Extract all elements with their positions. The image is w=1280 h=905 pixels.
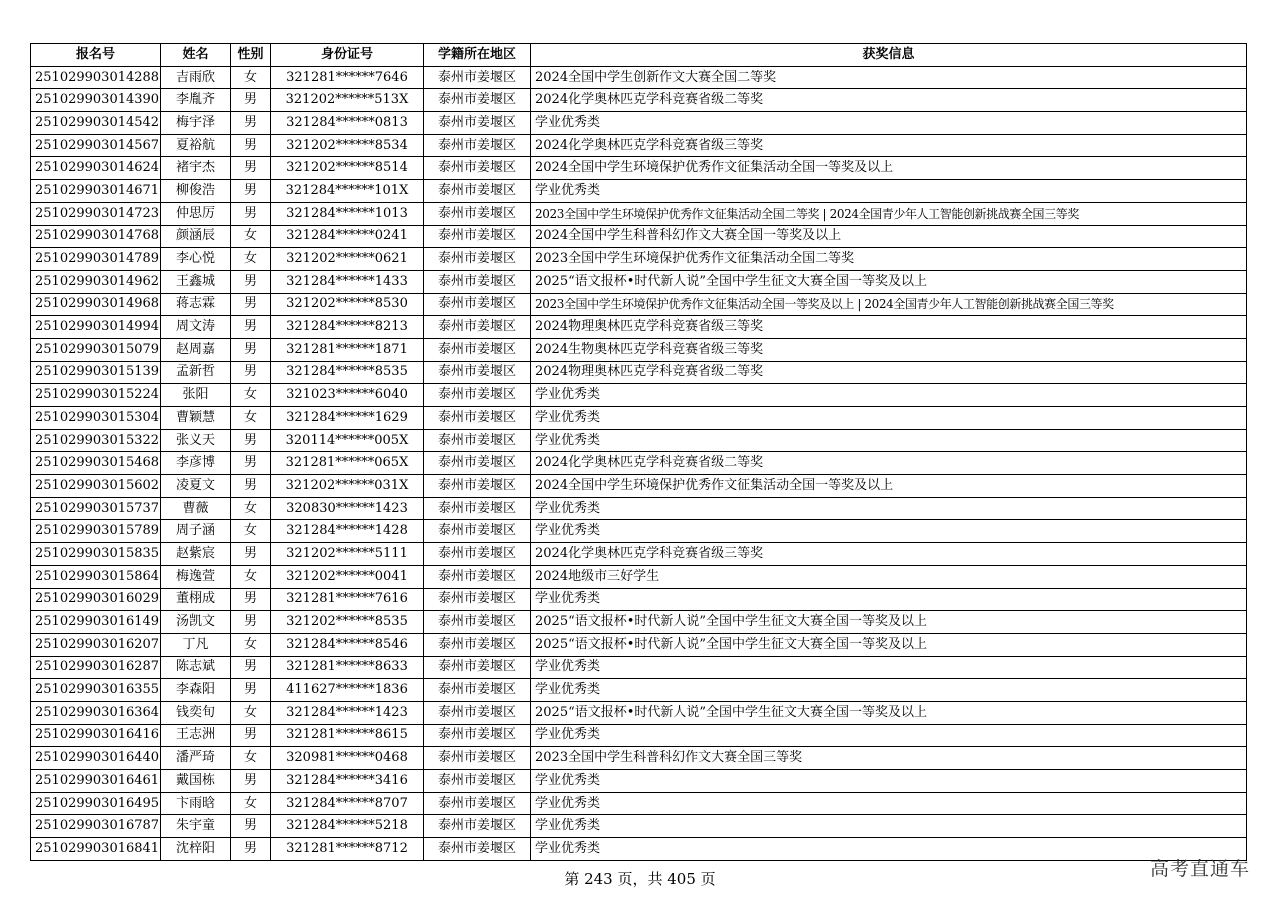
cell-region: 泰州市姜堰区 xyxy=(424,429,531,452)
cell-student-name: 曹薇 xyxy=(161,497,231,520)
cell-id-number: 321281******8615 xyxy=(271,724,424,747)
cell-student-name: 颜涵辰 xyxy=(161,225,231,248)
cell-award: 学业优秀类 xyxy=(531,429,1247,452)
cell-sex: 女 xyxy=(231,520,271,543)
cell-sex: 女 xyxy=(231,225,271,248)
cell-id-number: 321202******0621 xyxy=(271,248,424,271)
cell-registration-number: 251029903016287 xyxy=(31,656,161,679)
cell-region: 泰州市姜堰区 xyxy=(424,770,531,793)
cell-registration-number: 251029903016355 xyxy=(31,679,161,702)
cell-region: 泰州市姜堰区 xyxy=(424,270,531,293)
cell-id-number: 321202******513X xyxy=(271,89,424,112)
cell-region: 泰州市姜堰区 xyxy=(424,588,531,611)
cell-sex: 男 xyxy=(231,543,271,566)
cell-registration-number: 251029903016416 xyxy=(31,724,161,747)
table-row xyxy=(31,497,1247,520)
cell-sex: 男 xyxy=(231,679,271,702)
cell-id-number: 321284******8546 xyxy=(271,633,424,656)
cell-award: 2024化学奥林匹克学科竞赛省级二等奖 xyxy=(531,452,1247,475)
cell-student-name: 王鑫城 xyxy=(161,270,231,293)
cell-region: 泰州市姜堰区 xyxy=(424,656,531,679)
cell-student-name: 周文涛 xyxy=(161,316,231,339)
header-award: 获奖信息 xyxy=(531,44,1247,67)
cell-region: 泰州市姜堰区 xyxy=(424,633,531,656)
cell-sex: 男 xyxy=(231,656,271,679)
table-row xyxy=(31,384,1247,407)
cell-registration-number: 251029903015737 xyxy=(31,497,161,520)
cell-region: 泰州市姜堰区 xyxy=(424,248,531,271)
cell-award: 学业优秀类 xyxy=(531,815,1247,838)
cell-award: 2025“语文报杯•时代新人说”全国中学生征文大赛全国一等奖及以上 xyxy=(531,611,1247,634)
cell-award: 2024全国中学生科普科幻作文大赛全国一等奖及以上 xyxy=(531,225,1247,248)
cell-id-number: 320981******0468 xyxy=(271,747,424,770)
table-row xyxy=(31,656,1247,679)
cell-registration-number: 251029903014542 xyxy=(31,112,161,135)
cell-sex: 男 xyxy=(231,475,271,498)
cell-id-number: 321284******0813 xyxy=(271,112,424,135)
cell-sex: 男 xyxy=(231,452,271,475)
cell-student-name: 李心悦 xyxy=(161,248,231,271)
cell-sex: 男 xyxy=(231,180,271,203)
cell-registration-number: 251029903015864 xyxy=(31,565,161,588)
cell-region: 泰州市姜堰区 xyxy=(424,565,531,588)
cell-sex: 男 xyxy=(231,89,271,112)
cell-student-name: 曹颖慧 xyxy=(161,407,231,430)
table-row xyxy=(31,338,1247,361)
table-row xyxy=(31,724,1247,747)
cell-award: 2024化学奥林匹克学科竞赛省级三等奖 xyxy=(531,543,1247,566)
cell-award: 学业优秀类 xyxy=(531,520,1247,543)
cell-registration-number: 251029903014994 xyxy=(31,316,161,339)
cell-registration-number: 251029903015468 xyxy=(31,452,161,475)
cell-region: 泰州市姜堰区 xyxy=(424,792,531,815)
cell-id-number: 321284******5218 xyxy=(271,815,424,838)
cell-sex: 女 xyxy=(231,792,271,815)
cell-region: 泰州市姜堰区 xyxy=(424,112,531,135)
cell-registration-number: 251029903014567 xyxy=(31,134,161,157)
cell-student-name: 丁凡 xyxy=(161,633,231,656)
cell-student-name: 夏裕航 xyxy=(161,134,231,157)
cell-region: 泰州市姜堰区 xyxy=(424,157,531,180)
cell-registration-number: 251029903016440 xyxy=(31,747,161,770)
cell-id-number: 321284******101X xyxy=(271,180,424,203)
cell-award: 2025“语文报杯•时代新人说”全国中学生征文大赛全国一等奖及以上 xyxy=(531,701,1247,724)
cell-sex: 男 xyxy=(231,429,271,452)
table-row xyxy=(31,407,1247,430)
table-row xyxy=(31,316,1247,339)
cell-sex: 女 xyxy=(231,633,271,656)
cell-student-name: 梅宇泽 xyxy=(161,112,231,135)
cell-student-name: 卞雨晗 xyxy=(161,792,231,815)
header-region: 学籍所在地区 xyxy=(424,44,531,67)
cell-region: 泰州市姜堰区 xyxy=(424,225,531,248)
cell-student-name: 张义天 xyxy=(161,429,231,452)
cell-student-name: 沈梓阳 xyxy=(161,838,231,861)
cell-sex: 男 xyxy=(231,611,271,634)
table-row xyxy=(31,475,1247,498)
cell-student-name: 朱宇童 xyxy=(161,815,231,838)
table-header-row xyxy=(31,44,1247,67)
cell-id-number: 321202******8530 xyxy=(271,293,424,316)
cell-registration-number: 251029903014968 xyxy=(31,293,161,316)
table-row xyxy=(31,520,1247,543)
cell-id-number: 321281******7616 xyxy=(271,588,424,611)
cell-id-number: 321023******6040 xyxy=(271,384,424,407)
cell-student-name: 孟新哲 xyxy=(161,361,231,384)
table-row xyxy=(31,679,1247,702)
table-row xyxy=(31,838,1247,861)
cell-sex: 男 xyxy=(231,134,271,157)
table-row xyxy=(31,180,1247,203)
cell-sex: 男 xyxy=(231,815,271,838)
cell-award: 2024全国中学生创新作文大赛全国二等奖 xyxy=(531,66,1247,89)
cell-region: 泰州市姜堰区 xyxy=(424,497,531,520)
cell-student-name: 钱奕旬 xyxy=(161,701,231,724)
cell-region: 泰州市姜堰区 xyxy=(424,520,531,543)
cell-award: 2024化学奥林匹克学科竞赛省级二等奖 xyxy=(531,89,1247,112)
cell-region: 泰州市姜堰区 xyxy=(424,724,531,747)
cell-student-name: 吉雨欣 xyxy=(161,66,231,89)
cell-sex: 男 xyxy=(231,293,271,316)
cell-award: 学业优秀类 xyxy=(531,770,1247,793)
cell-id-number: 321284******1629 xyxy=(271,407,424,430)
cell-region: 泰州市姜堰区 xyxy=(424,316,531,339)
cell-registration-number: 251029903016461 xyxy=(31,770,161,793)
cell-registration-number: 251029903014789 xyxy=(31,248,161,271)
cell-sex: 男 xyxy=(231,112,271,135)
cell-region: 泰州市姜堰区 xyxy=(424,475,531,498)
table-row xyxy=(31,452,1247,475)
table-row xyxy=(31,89,1247,112)
cell-id-number: 321284******8707 xyxy=(271,792,424,815)
cell-award: 2024物理奥林匹克学科竞赛省级三等奖 xyxy=(531,316,1247,339)
watermark: 高考直通车 xyxy=(1149,858,1250,880)
cell-id-number: 321281******7646 xyxy=(271,66,424,89)
cell-award: 学业优秀类 xyxy=(531,180,1247,203)
cell-registration-number: 251029903016029 xyxy=(31,588,161,611)
cell-registration-number: 251029903016364 xyxy=(31,701,161,724)
cell-id-number: 321284******1423 xyxy=(271,701,424,724)
cell-id-number: 321284******0241 xyxy=(271,225,424,248)
cell-sex: 男 xyxy=(231,724,271,747)
cell-award: 学业优秀类 xyxy=(531,679,1247,702)
cell-id-number: 321202******5111 xyxy=(271,543,424,566)
cell-id-number: 321202******8535 xyxy=(271,611,424,634)
cell-region: 泰州市姜堰区 xyxy=(424,180,531,203)
cell-registration-number: 251029903014671 xyxy=(31,180,161,203)
header-id-number: 身份证号 xyxy=(271,44,424,67)
cell-region: 泰州市姜堰区 xyxy=(424,452,531,475)
cell-registration-number: 251029903015079 xyxy=(31,338,161,361)
cell-id-number: 321284******1428 xyxy=(271,520,424,543)
cell-student-name: 褚宇杰 xyxy=(161,157,231,180)
cell-id-number: 321202******8534 xyxy=(271,134,424,157)
cell-award: 2025“语文报杯•时代新人说”全国中学生征文大赛全国一等奖及以上 xyxy=(531,270,1247,293)
cell-student-name: 戴国栋 xyxy=(161,770,231,793)
cell-registration-number: 251029903015322 xyxy=(31,429,161,452)
awards-roster-table xyxy=(30,43,1247,861)
cell-region: 泰州市姜堰区 xyxy=(424,134,531,157)
cell-id-number: 320114******005X xyxy=(271,429,424,452)
table-body xyxy=(31,66,1247,860)
cell-sex: 女 xyxy=(231,565,271,588)
cell-award: 2024全国中学生环境保护优秀作文征集活动全国一等奖及以上 xyxy=(531,475,1247,498)
table-row xyxy=(31,112,1247,135)
cell-award: 2023全国中学生科普科幻作文大赛全国三等奖 xyxy=(531,747,1247,770)
cell-region: 泰州市姜堰区 xyxy=(424,747,531,770)
cell-sex: 男 xyxy=(231,338,271,361)
table-row xyxy=(31,361,1247,384)
cell-sex: 女 xyxy=(231,701,271,724)
cell-student-name: 赵周嘉 xyxy=(161,338,231,361)
cell-sex: 女 xyxy=(231,747,271,770)
cell-registration-number: 251029903014624 xyxy=(31,157,161,180)
cell-region: 泰州市姜堰区 xyxy=(424,701,531,724)
table-row xyxy=(31,747,1247,770)
cell-award: 学业优秀类 xyxy=(531,384,1247,407)
cell-sex: 男 xyxy=(231,838,271,861)
cell-id-number: 321281******1871 xyxy=(271,338,424,361)
cell-id-number: 321284******1433 xyxy=(271,270,424,293)
cell-sex: 男 xyxy=(231,157,271,180)
cell-student-name: 周子涵 xyxy=(161,520,231,543)
cell-region: 泰州市姜堰区 xyxy=(424,838,531,861)
page-footer: 第 243 页，共 405 页 xyxy=(564,870,716,888)
cell-award: 2025“语文报杯•时代新人说”全国中学生征文大赛全国一等奖及以上 xyxy=(531,633,1247,656)
cell-award: 学业优秀类 xyxy=(531,656,1247,679)
cell-award: 学业优秀类 xyxy=(531,724,1247,747)
cell-id-number: 321202******031X xyxy=(271,475,424,498)
table-row xyxy=(31,770,1247,793)
cell-award: 学业优秀类 xyxy=(531,112,1247,135)
cell-sex: 男 xyxy=(231,270,271,293)
cell-student-name: 王志洲 xyxy=(161,724,231,747)
cell-student-name: 柳俊浩 xyxy=(161,180,231,203)
cell-id-number: 321202******8514 xyxy=(271,157,424,180)
cell-award: 2023全国中学生环境保护优秀作文征集活动全国一等奖及以上 | 2024全国青少年人工智能创新挑战赛全国三等奖 xyxy=(531,293,1247,316)
cell-id-number: 411627******1836 xyxy=(271,679,424,702)
header-registration-number: 报名号 xyxy=(31,44,161,67)
cell-student-name: 梅逸萱 xyxy=(161,565,231,588)
table-row xyxy=(31,633,1247,656)
cell-award: 2023全国中学生环境保护优秀作文征集活动全国二等奖 xyxy=(531,248,1247,271)
cell-id-number: 321281******065X xyxy=(271,452,424,475)
cell-sex: 男 xyxy=(231,316,271,339)
cell-id-number: 321281******8712 xyxy=(271,838,424,861)
cell-student-name: 汤凯文 xyxy=(161,611,231,634)
table-row xyxy=(31,66,1247,89)
cell-student-name: 仲思厉 xyxy=(161,202,231,225)
cell-registration-number: 251029903016841 xyxy=(31,838,161,861)
table-row xyxy=(31,611,1247,634)
cell-id-number: 321281******8633 xyxy=(271,656,424,679)
cell-award: 2024全国中学生环境保护优秀作文征集活动全国一等奖及以上 xyxy=(531,157,1247,180)
cell-registration-number: 251029903016495 xyxy=(31,792,161,815)
cell-registration-number: 251029903015602 xyxy=(31,475,161,498)
cell-registration-number: 251029903015304 xyxy=(31,407,161,430)
cell-award: 2024地级市三好学生 xyxy=(531,565,1247,588)
cell-award: 学业优秀类 xyxy=(531,497,1247,520)
cell-student-name: 李森阳 xyxy=(161,679,231,702)
cell-registration-number: 251029903014723 xyxy=(31,202,161,225)
cell-sex: 男 xyxy=(231,588,271,611)
cell-registration-number: 251029903015835 xyxy=(31,543,161,566)
cell-sex: 女 xyxy=(231,384,271,407)
cell-id-number: 321284******8535 xyxy=(271,361,424,384)
table-row xyxy=(31,293,1247,316)
cell-sex: 女 xyxy=(231,248,271,271)
cell-region: 泰州市姜堰区 xyxy=(424,89,531,112)
cell-registration-number: 251029903015224 xyxy=(31,384,161,407)
cell-sex: 女 xyxy=(231,66,271,89)
cell-region: 泰州市姜堰区 xyxy=(424,202,531,225)
header-name: 姓名 xyxy=(161,44,231,67)
table-row xyxy=(31,157,1247,180)
cell-student-name: 李胤齐 xyxy=(161,89,231,112)
cell-id-number: 321284******8213 xyxy=(271,316,424,339)
cell-region: 泰州市姜堰区 xyxy=(424,293,531,316)
table-row xyxy=(31,543,1247,566)
table-row xyxy=(31,225,1247,248)
cell-registration-number: 251029903016149 xyxy=(31,611,161,634)
cell-award: 2024物理奥林匹克学科竞赛省级二等奖 xyxy=(531,361,1247,384)
cell-region: 泰州市姜堰区 xyxy=(424,815,531,838)
cell-region: 泰州市姜堰区 xyxy=(424,361,531,384)
table-row xyxy=(31,588,1247,611)
header-sex: 性别 xyxy=(231,44,271,67)
cell-registration-number: 251029903014390 xyxy=(31,89,161,112)
cell-registration-number: 251029903016207 xyxy=(31,633,161,656)
cell-id-number: 320830******1423 xyxy=(271,497,424,520)
cell-sex: 男 xyxy=(231,770,271,793)
cell-sex: 女 xyxy=(231,497,271,520)
table-row xyxy=(31,792,1247,815)
cell-student-name: 张阳 xyxy=(161,384,231,407)
cell-region: 泰州市姜堰区 xyxy=(424,384,531,407)
cell-student-name: 陈志斌 xyxy=(161,656,231,679)
table-row xyxy=(31,202,1247,225)
cell-student-name: 李彦博 xyxy=(161,452,231,475)
cell-registration-number: 251029903014768 xyxy=(31,225,161,248)
cell-region: 泰州市姜堰区 xyxy=(424,543,531,566)
table-row xyxy=(31,815,1247,838)
cell-award: 2023全国中学生环境保护优秀作文征集活动全国二等奖 | 2024全国青少年人工智能创新挑战赛全国三等奖 xyxy=(531,202,1247,225)
cell-award: 学业优秀类 xyxy=(531,407,1247,430)
cell-region: 泰州市姜堰区 xyxy=(424,611,531,634)
cell-registration-number: 251029903014962 xyxy=(31,270,161,293)
cell-sex: 女 xyxy=(231,407,271,430)
cell-award: 2024生物奥林匹克学科竞赛省级三等奖 xyxy=(531,338,1247,361)
cell-registration-number: 251029903015789 xyxy=(31,520,161,543)
table-row xyxy=(31,565,1247,588)
cell-id-number: 321284******3416 xyxy=(271,770,424,793)
cell-student-name: 蒋志霖 xyxy=(161,293,231,316)
cell-student-name: 赵紫宸 xyxy=(161,543,231,566)
cell-region: 泰州市姜堰区 xyxy=(424,679,531,702)
cell-region: 泰州市姜堰区 xyxy=(424,66,531,89)
cell-sex: 男 xyxy=(231,361,271,384)
cell-sex: 男 xyxy=(231,202,271,225)
cell-award: 学业优秀类 xyxy=(531,838,1247,861)
cell-registration-number: 251029903014288 xyxy=(31,66,161,89)
cell-student-name: 凌夏文 xyxy=(161,475,231,498)
cell-registration-number: 251029903015139 xyxy=(31,361,161,384)
cell-id-number: 321202******0041 xyxy=(271,565,424,588)
cell-award: 2024化学奥林匹克学科竞赛省级三等奖 xyxy=(531,134,1247,157)
table-row xyxy=(31,270,1247,293)
cell-region: 泰州市姜堰区 xyxy=(424,338,531,361)
cell-registration-number: 251029903016787 xyxy=(31,815,161,838)
table-row xyxy=(31,429,1247,452)
table-row xyxy=(31,701,1247,724)
table-row xyxy=(31,248,1247,271)
cell-award: 学业优秀类 xyxy=(531,792,1247,815)
cell-student-name: 潘严琦 xyxy=(161,747,231,770)
cell-award: 学业优秀类 xyxy=(531,588,1247,611)
cell-id-number: 321284******1013 xyxy=(271,202,424,225)
cell-student-name: 董栩成 xyxy=(161,588,231,611)
cell-region: 泰州市姜堰区 xyxy=(424,407,531,430)
table-row xyxy=(31,134,1247,157)
